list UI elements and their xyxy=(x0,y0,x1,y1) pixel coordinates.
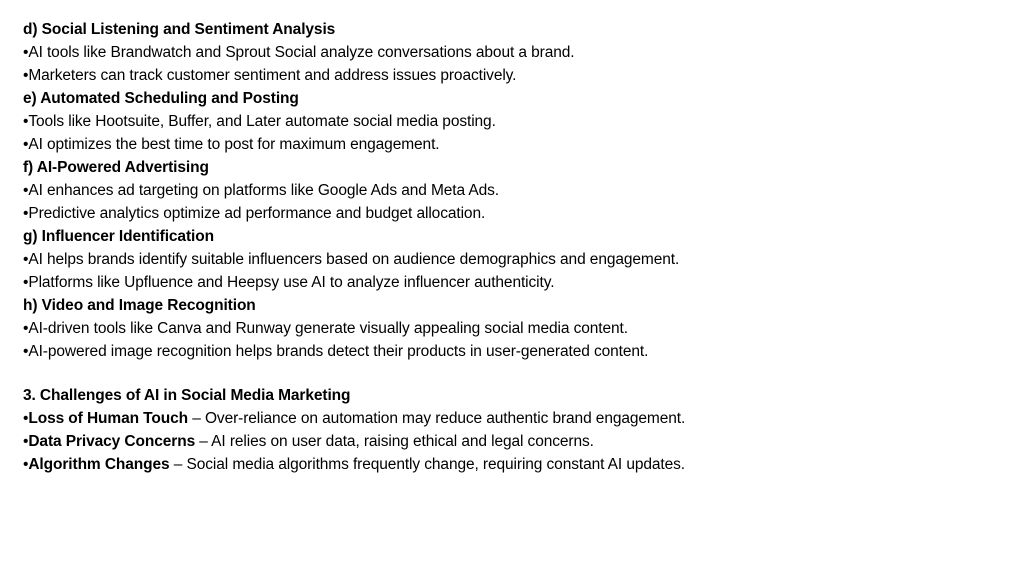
bullet-marker: • xyxy=(23,67,29,84)
bullet-text: AI tools like Brandwatch and Sprout Social analyze conversations about a brand. xyxy=(28,44,575,61)
bullet-marker: • xyxy=(23,136,29,153)
bullet-marker: • xyxy=(23,182,29,199)
challenge-term: Data Privacy Concerns xyxy=(28,433,196,450)
bullet-item xyxy=(23,317,1003,340)
bullet-text: AI optimizes the best time to post for maximum engagement. xyxy=(28,136,440,153)
bullet-text: AI-driven tools like Canva and Runway generate visually appealing social media content. xyxy=(28,320,628,337)
challenge-text: – Social media algorithms frequently change, requiring constant AI updates. xyxy=(169,456,685,473)
bullet-text: Tools like Hootsuite, Buffer, and Later automate social media posting. xyxy=(28,113,496,130)
bullet-text: Predictive analytics optimize ad performance and budget allocation. xyxy=(28,205,486,222)
bullet-item xyxy=(23,133,1003,156)
bullet-marker: • xyxy=(23,113,29,130)
bullet-text: AI-powered image recognition helps brands detect their products in user-generated content. xyxy=(28,343,649,360)
challenge-term: Algorithm Changes xyxy=(28,456,170,473)
challenge-item xyxy=(23,453,1003,476)
bullet-item xyxy=(23,41,1003,64)
bullet-item xyxy=(23,179,1003,202)
challenge-term: Loss of Human Touch xyxy=(28,410,189,427)
bullet-text: AI enhances ad targeting on platforms like Google Ads and Meta Ads. xyxy=(28,182,499,199)
bullet-text: Platforms like Upfluence and Heepsy use AI to analyze influencer authenticity. xyxy=(28,274,555,291)
bullet-item xyxy=(23,110,1003,133)
bullet-item xyxy=(23,64,1003,87)
section-heading-challenges: 3. Challenges of AI in Social Media Marketing xyxy=(23,387,351,404)
section-heading-social-listening: d) Social Listening and Sentiment Analysis xyxy=(23,21,336,38)
bullet-marker: • xyxy=(23,320,29,337)
bullet-item xyxy=(23,340,1003,363)
bullet-text: AI helps brands identify suitable influencers based on audience demographics and engagement. xyxy=(28,251,680,268)
slide-body xyxy=(23,18,1003,476)
section-heading-influencer-identification: g) Influencer Identification xyxy=(23,228,214,245)
bullet-marker: • xyxy=(23,44,29,61)
section-spacer xyxy=(23,363,1003,384)
section-heading-ai-advertising: f) AI-Powered Advertising xyxy=(23,159,209,176)
challenge-text: – AI relies on user data, raising ethical and legal concerns. xyxy=(195,433,594,450)
bullet-marker: • xyxy=(23,251,29,268)
challenge-text: – Over-reliance on automation may reduce authentic brand engagement. xyxy=(188,410,686,427)
bullet-marker: • xyxy=(23,343,29,360)
bullet-marker: • xyxy=(23,274,29,291)
bullet-marker: • xyxy=(23,205,29,222)
section-heading-video-image-recognition: h) Video and Image Recognition xyxy=(23,297,256,314)
bullet-item xyxy=(23,202,1003,225)
bullet-item xyxy=(23,271,1003,294)
challenge-item xyxy=(23,407,1003,430)
bullet-marker: • xyxy=(23,433,29,450)
bullet-marker: • xyxy=(23,410,29,427)
bullet-marker: • xyxy=(23,456,29,473)
challenge-item xyxy=(23,430,1003,453)
bullet-text: Marketers can track customer sentiment and address issues proactively. xyxy=(28,67,517,84)
section-heading-automated-scheduling: e) Automated Scheduling and Posting xyxy=(23,90,299,107)
bullet-item xyxy=(23,248,1003,271)
